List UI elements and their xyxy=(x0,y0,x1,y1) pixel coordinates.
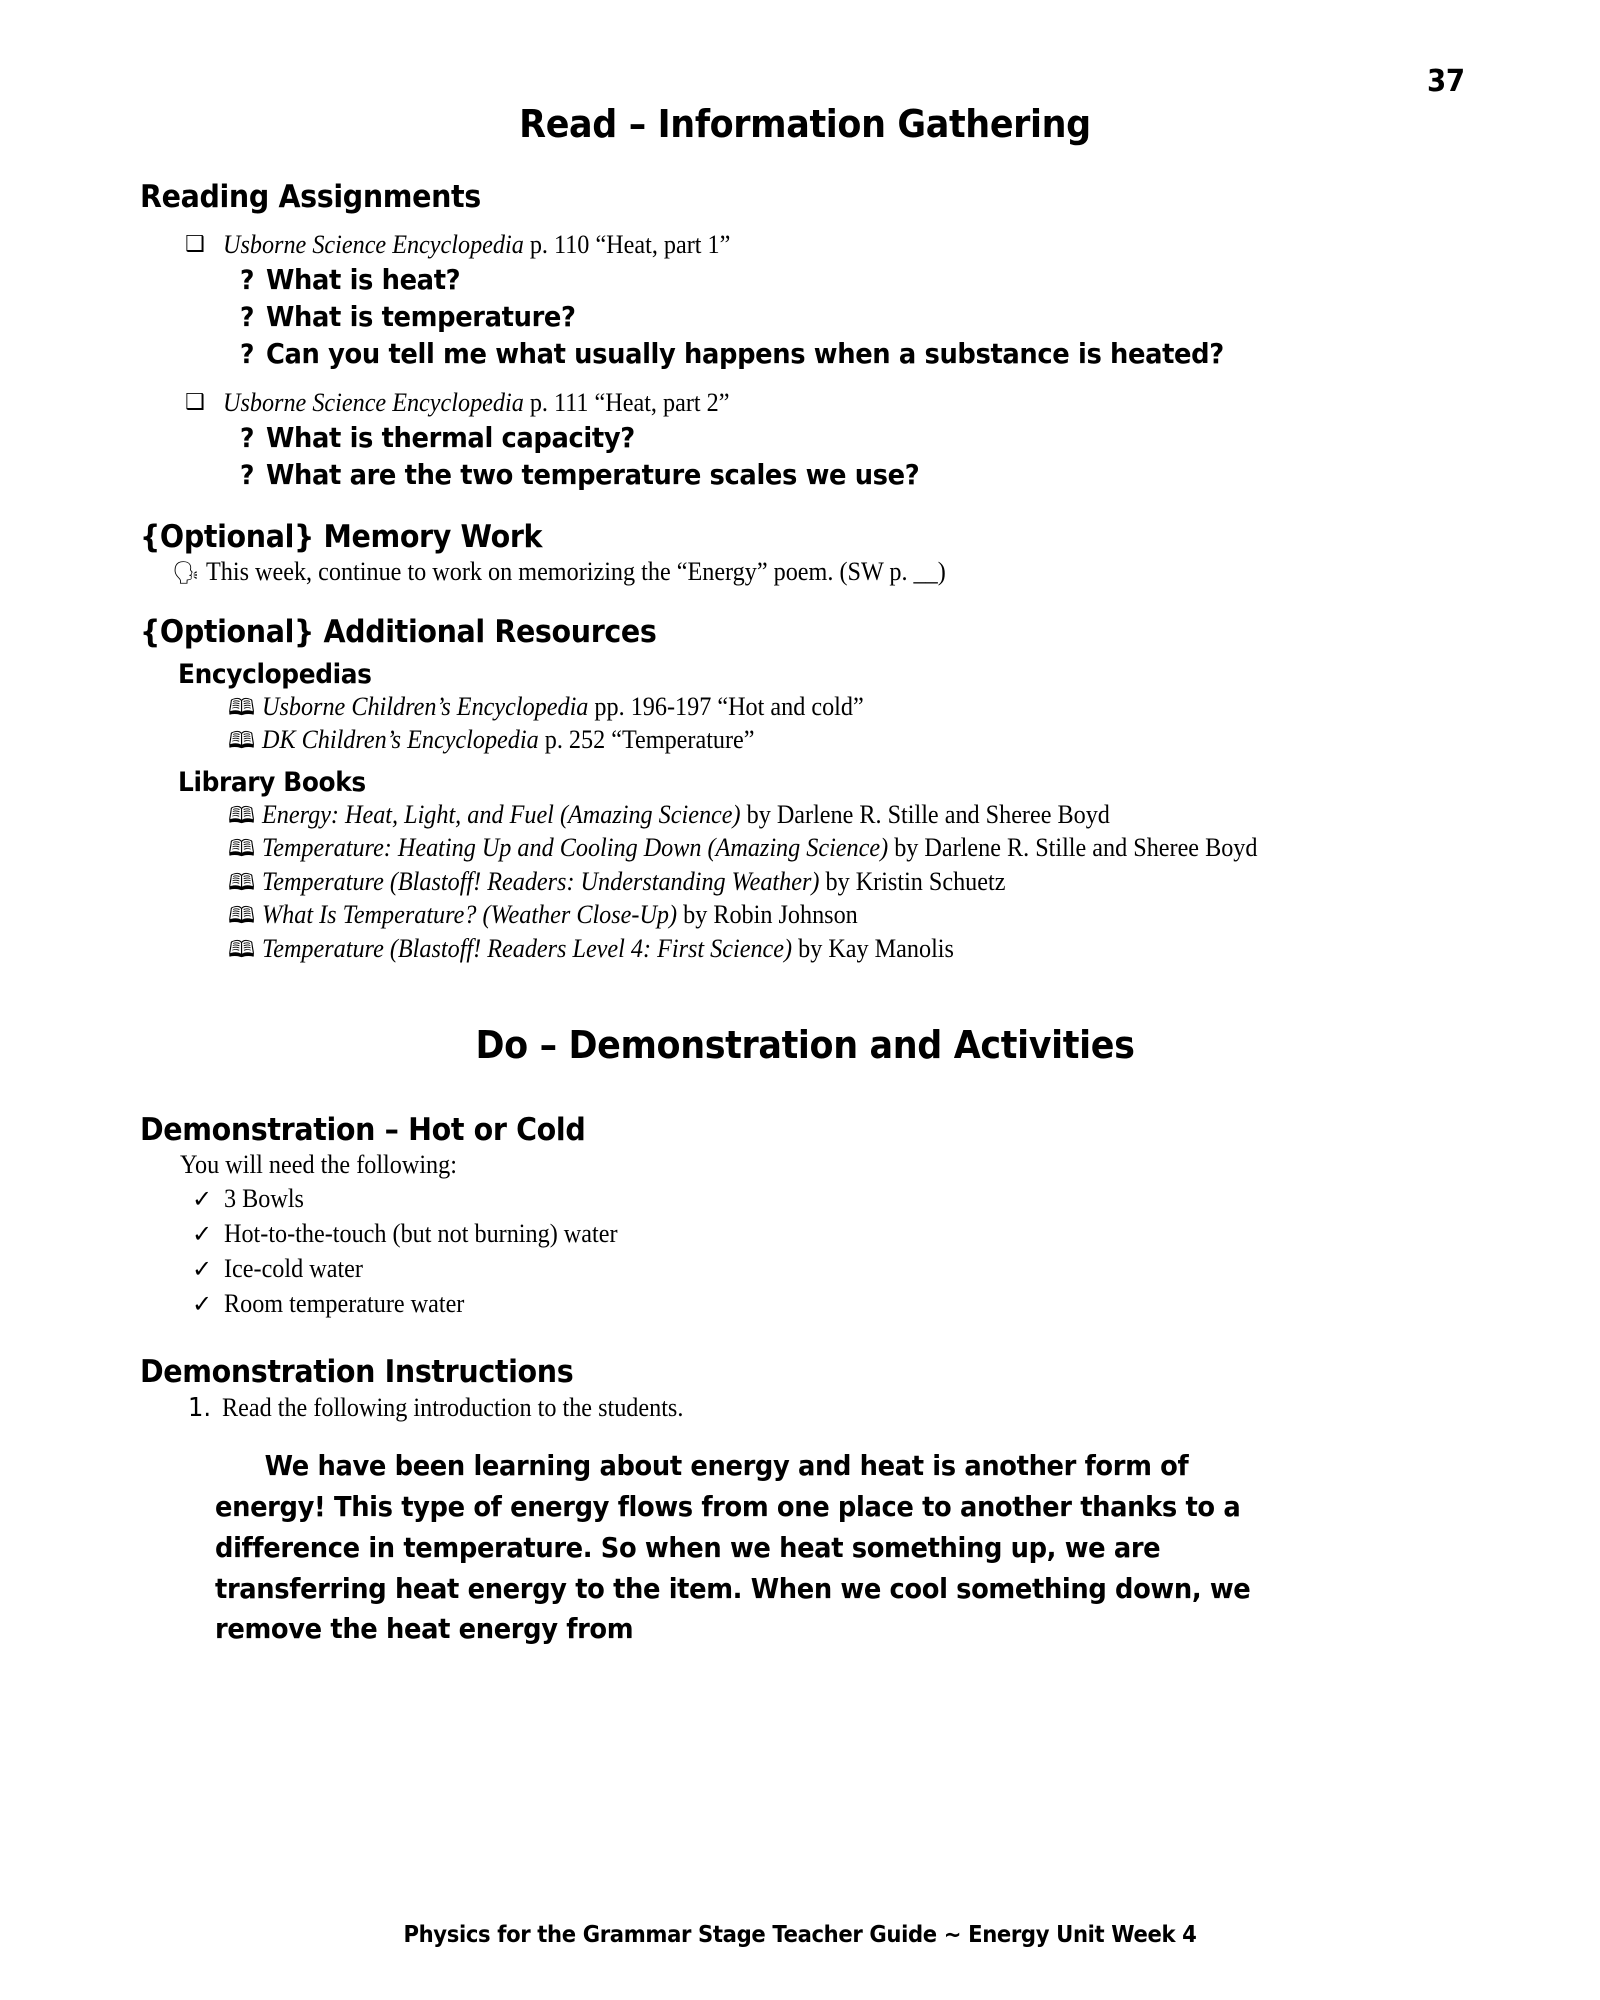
open-book-icon: 🕮 xyxy=(228,903,256,930)
checkmark-icon: ✓ xyxy=(192,1289,213,1318)
checkmark-icon: ✓ xyxy=(192,1254,213,1283)
resource-title: Temperature (Blastoff! Readers Level 4: First Science) xyxy=(262,933,793,963)
open-book-icon: 🕮 xyxy=(228,802,256,829)
question-text: What is thermal capacity? xyxy=(266,420,635,454)
book-title: Usborne Science Encyclopedia xyxy=(223,388,524,418)
book-title: Usborne Science Encyclopedia xyxy=(223,230,524,260)
section-title-read: Read – Information Gathering xyxy=(519,102,1091,146)
question-mark-icon: ? xyxy=(240,265,255,297)
resource-author: by Kristin Schuetz xyxy=(825,866,1006,896)
section-title-do: Do – Demonstration and Activities xyxy=(475,1022,1135,1067)
resource-text xyxy=(262,690,1385,723)
speaking-head-icon: 🗣 xyxy=(172,561,200,587)
checkmark-icon: ✓ xyxy=(192,1185,213,1214)
checkbox-icon: ❑ xyxy=(185,232,205,258)
resource-reference: p. 252 “Temperature” xyxy=(544,725,755,755)
page-content xyxy=(140,104,1470,1650)
resource-row xyxy=(228,831,1470,864)
materials-lead-text: You will need the following: xyxy=(180,1150,457,1180)
memory-work-row xyxy=(172,555,1470,589)
heading-reading-assignments: Reading Assignments xyxy=(140,178,481,215)
resource-title: Energy: Heat, Light, and Fuel (Amazing Science) xyxy=(262,799,741,829)
resource-title: Temperature (Blastoff! Readers: Understanding Weather) xyxy=(262,866,820,896)
resource-row xyxy=(228,798,1470,831)
resource-title: DK Children’s Encyclopedia xyxy=(262,725,539,755)
question-row xyxy=(240,420,1470,457)
resource-title: Temperature: Heating Up and Cooling Down (Amazing Science) xyxy=(262,833,889,863)
instruction-step-row xyxy=(188,1391,1470,1426)
question-text: Can you tell me what usually happens when a substance is heated? xyxy=(266,337,1224,371)
question-row xyxy=(240,262,1470,299)
checkmark-icon: ✓ xyxy=(192,1220,213,1248)
subheading-encyclopedias: Encyclopedias xyxy=(178,658,372,690)
open-book-icon: 🕮 xyxy=(228,869,256,896)
step-number: 1. xyxy=(188,1393,212,1424)
open-book-icon: 🕮 xyxy=(228,694,256,721)
reading-assignment-text xyxy=(223,387,1383,420)
checkbox-icon: ❑ xyxy=(185,390,205,416)
question-row xyxy=(240,336,1470,373)
book-reference: p. 111 “Heat, part 2” xyxy=(529,388,730,418)
resource-author: by Darlene R. Stille and Sheree Boyd xyxy=(894,833,1258,863)
page-footer: Physics for the Grammar Stage Teacher Guide ~ Energy Unit Week 4 xyxy=(403,1922,1197,1948)
question-mark-icon: ? xyxy=(240,339,255,371)
resource-row xyxy=(228,898,1470,931)
introduction-paragraph: We have been learning about energy and heat is another form of energy! This type of energy flows from one place to another thanks to a difference in temperature. So when we heat something up, we are transferring heat energy to the item. When we cool something down, we remove the heat energy from xyxy=(215,1448,1251,1646)
material-row xyxy=(192,1182,1470,1217)
material-text: Hot-to-the-touch (but not burning) water xyxy=(224,1219,618,1248)
material-row xyxy=(192,1252,1470,1287)
memory-work-text: This week, continue to work on memorizing the “Energy” poem. (SW p. __) xyxy=(206,557,946,587)
material-row xyxy=(192,1217,1470,1252)
resource-row xyxy=(228,723,1470,756)
resource-text xyxy=(262,831,1385,864)
reading-assignment-row xyxy=(185,387,1470,420)
question-row xyxy=(240,299,1470,336)
resource-text xyxy=(262,898,1385,931)
question-mark-icon: ? xyxy=(240,422,255,454)
reading-assignment-row xyxy=(185,229,1470,262)
material-text: Ice-cold water xyxy=(224,1253,363,1283)
resource-text xyxy=(262,723,1385,756)
heading-demonstration: Demonstration – Hot or Cold xyxy=(140,1111,586,1148)
reading-assignment-text xyxy=(223,229,1383,262)
resource-text xyxy=(262,798,1385,831)
heading-demonstration-instructions: Demonstration Instructions xyxy=(140,1354,574,1391)
resource-title: Usborne Children’s Encyclopedia xyxy=(262,691,589,721)
question-row xyxy=(240,457,1470,494)
material-text: Room temperature water xyxy=(224,1288,465,1318)
resource-row xyxy=(228,932,1470,965)
question-text: What is temperature? xyxy=(266,300,576,334)
heading-memory-work: {Optional} Memory Work xyxy=(140,518,543,555)
open-book-icon: 🕮 xyxy=(228,836,256,863)
resource-reference: pp. 196-197 “Hot and cold” xyxy=(594,691,864,721)
question-text: What are the two temperature scales we use? xyxy=(266,457,920,491)
open-book-icon: 🕮 xyxy=(228,728,256,755)
resource-row xyxy=(228,865,1470,898)
question-text: What is heat? xyxy=(266,263,461,297)
resource-text xyxy=(262,932,1385,965)
question-mark-icon: ? xyxy=(240,459,255,491)
resource-author: by Kay Manolis xyxy=(798,933,954,963)
resource-text xyxy=(262,865,1385,898)
open-book-icon: 🕮 xyxy=(228,936,256,963)
question-mark-icon: ? xyxy=(240,302,255,334)
subheading-library-books: Library Books xyxy=(178,766,366,798)
material-row xyxy=(192,1287,1470,1322)
resource-row xyxy=(228,690,1470,723)
book-reference: p. 110 “Heat, part 1” xyxy=(529,230,731,260)
resource-author: by Robin Johnson xyxy=(683,900,858,930)
resource-title: What Is Temperature? (Weather Close-Up) xyxy=(262,900,678,930)
step-text: Read the following introduction to the students. xyxy=(222,1393,684,1423)
resource-author: by Darlene R. Stille and Sheree Boyd xyxy=(746,799,1110,829)
page-number: 37 xyxy=(1427,64,1465,99)
heading-additional-resources: {Optional} Additional Resources xyxy=(140,614,657,651)
material-text: 3 Bowls xyxy=(224,1184,304,1214)
